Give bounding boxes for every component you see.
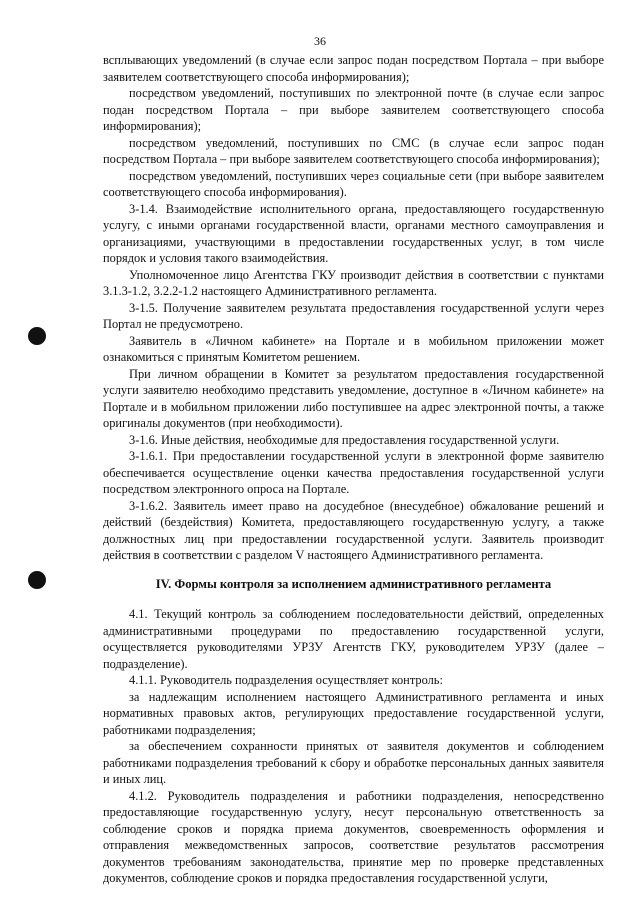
- paragraph: всплывающих уведомлений (в случае если запрос подан посредством Портала – при выборе заявителем соответствующего способа информирования);: [103, 53, 604, 84]
- paragraph: за надлежащим исполнением настоящего Административного регламента и иных нормативных правовых актов, регулирующих предоставление государственной услуги, работниками подразделения;: [103, 689, 604, 737]
- paragraph: При личном обращении в Комитет за результатом предоставления государственной услуги заявителю необходимо представить уведомление, доступное в «Личном кабинете» на Портале и в мобильном приложении либо поступившее на адрес электронной почты, а также оригиналы документов (при необходимости).: [103, 366, 604, 430]
- paragraph: 3-1.4. Взаимодействие исполнительного органа, предоставляющего государственную услугу, с иными органами государственной власти, органами местного самоуправления и организациями, участвующими в предоставлении государственных услуг, в том числе порядок и условия такого взаимодействия.: [103, 201, 604, 265]
- paragraph: посредством уведомлений, поступивших по СМС (в случае если запрос подан посредством Портала – при выборе заявителем соответствующего способа информирования);: [103, 135, 604, 166]
- paragraph: 4.1. Текущий контроль за соблюдением последовательности действий, определенных административными процедурами по предоставлению государственной услуги, осуществляется руководителями УРЗУ Агентств ГКУ, руководителем УРЗУ (далее – подразделение).: [103, 607, 604, 671]
- paragraph: 3-1.6.1. При предоставлении государственной услуги в электронной форме заявителю обеспечивается осуществление оценки качества предоставления государственной услуги посредством электронного опроса на Портале.: [103, 449, 604, 496]
- section-heading: IV. Формы контроля за исполнением административного регламента: [155, 576, 552, 591]
- paragraph: 4.1.2. Руководитель подразделения и работники подразделения, непосредственно предоставляющие государственную услугу, несут персональную ответственность за соблюдение сроков и порядка приема документов, своевременность оформления и отправления межведомственных запросов, соответствие результатов рассмотрения документов требованиям законодательства, принятие мер по проверке представленных документов, соблюдение сроков и порядка предоставления государственной услуги,: [103, 788, 604, 885]
- paragraph: Заявитель в «Личном кабинете» на Портале и в мобильном приложении может ознакомиться с принятым Комитетом решением.: [103, 333, 604, 364]
- document-body: [103, 52, 604, 887]
- page-number: 36: [314, 34, 326, 48]
- paragraph: посредством уведомлений, поступивших через социальные сети (при выборе заявителем соответствующего способа информирования).: [103, 168, 604, 199]
- paragraph: за обеспечением сохранности принятых от заявителя документов и соблюдением работниками подразделения требований к сбору и обработке персональных данных заявителя и иных лиц.: [103, 739, 604, 786]
- paragraph: 4.1.1. Руководитель подразделения осуществляет контроль:: [129, 673, 443, 687]
- paragraph: посредством уведомлений, поступивших по электронной почте (в случае если запрос подан посредством Портала – при выборе заявителем соответствующего способа информирования);: [103, 86, 604, 133]
- punch-hole-mark: [28, 327, 46, 345]
- paragraph: 3-1.5. Получение заявителем результата предоставления государственной услуги через Портал не предусмотрено.: [103, 300, 604, 331]
- paragraph: Уполномоченное лицо Агентства ГКУ производит действия в соответствии с пунктами 3.1.3-1.2, 3.2.2-1.2 настоящего Административного регламента.: [103, 267, 604, 298]
- paragraph: 3-1.6. Иные действия, необходимые для предоставления государственной услуги.: [129, 432, 560, 447]
- paragraphs-after-heading: [103, 606, 604, 887]
- punch-hole-mark: [28, 571, 46, 589]
- paragraphs-before-heading: [103, 52, 604, 564]
- paragraph: 3-1.6.2. Заявитель имеет право на досудебное (внесудебное) обжалование решений и действий (бездействия) Комитета, предоставляющего государственную услугу, а также должностных лиц при предоставлении государственной услуги. Заявитель производит действия в соответствии с разделом V настоящего Административного регламента.: [103, 498, 604, 562]
